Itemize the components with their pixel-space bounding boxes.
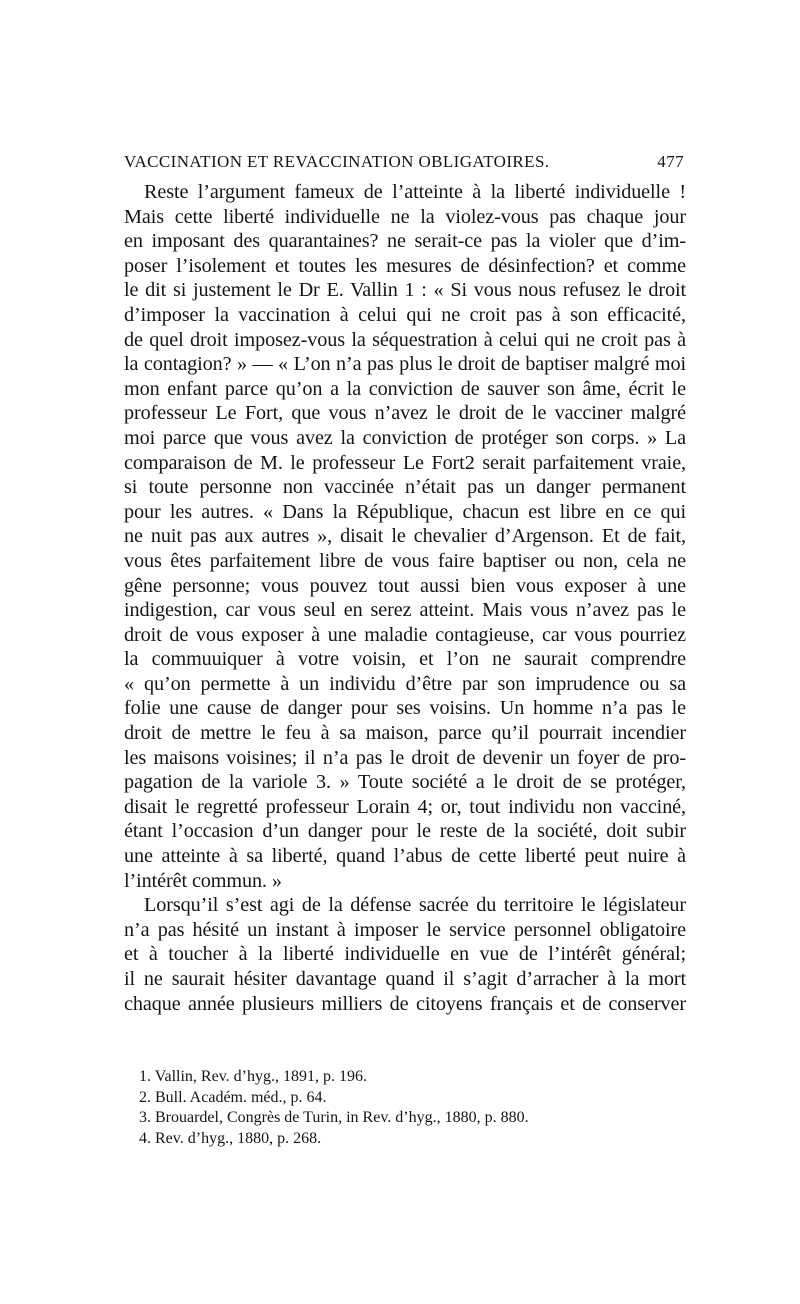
text-line: le dit si justement le Dr E. Vallin 1 : « Si vous nous refusez le droit [124,279,686,302]
footnote: 4. Rev. d’hyg., 1880, p. 268. [139,1129,322,1147]
text-line: si toute personne non vaccinée n’était pas un danger permanent [124,476,686,499]
text-line: de quel droit imposez-vous la séquestration à celui qui ne croit pas à [124,328,686,351]
text-line: moi parce que vous avez la conviction de protéger son corps. » La [124,426,686,449]
footnote: 3. Brouardel, Congrès de Turin, in Rev. d’hyg., 1880, p. 880. [139,1109,529,1126]
text-line: étant l’occasion d’un danger pour le reste de la société, doit subir [124,820,686,843]
text-line: une atteinte à sa liberté, quand l’abus de cette liberté peut nuire à [124,845,686,868]
text-line: et à toucher à la liberté individuelle en vue de l’intérêt général; [124,943,686,966]
text-line: indigestion, car vous seul en serez atteint. Mais vous n’avez pas le [124,599,686,622]
text-line: les maisons voisines; il n’a pas le droit de devenir un foyer de pro- [124,746,686,769]
text-line: comparaison de M. le professeur Le Fort2 serait parfaitement vraie, [124,451,686,474]
text-line: ne nuit pas aux autres », disait le chevalier d’Argenson. Et de fait, [124,525,686,548]
page-number: 477 [657,152,684,171]
footnote: 1. Vallin, Rev. d’hyg., 1891, p. 196. [139,1068,367,1085]
running-head-title: VACCINATION ET REVACCINATION OBLIGATOIRES. [124,152,550,171]
text-line: il ne saurait hésiter davantage quand il s’agit d’arracher à la mort [124,968,686,990]
text-line: gêne personne; vous pouvez tout aussi bien vous exposer à une [124,574,686,597]
text-line: droit de vous exposer à une maladie contagieuse, car vous pourriez [124,623,686,646]
text-line: n’a pas hésité un instant à imposer le service personnel obligatoire [124,918,686,941]
text-line: droit de mettre le feu à sa maison, parce qu’il pourrait incendier [124,722,686,745]
body-text [124,180,686,1016]
text-line: d’imposer la vaccination à celui qui ne croit pas à son efficacité, [124,303,686,326]
text-line: pagation de la variole 3. » Toute société a le droit de se protéger, [124,771,686,794]
text-line: la contagion? » — « L’on n’a pas plus le droit de baptiser malgré moi [124,353,686,376]
text-line: Lorsqu’il s’est agi de la défense sacrée du territoire le législateur [144,894,686,917]
text-line: chaque année plusieurs milliers de citoyens français et de conserver [124,992,686,1015]
text-line: disait le regretté professeur Lorain 4; or, tout individu non vacciné, [124,795,686,818]
text-line: poser l’isolement et toutes les mesures de désinfection? et comme [124,254,686,277]
text-line: « qu’on permette à un individu d’être par son imprudence ou sa [124,672,686,695]
text-line: l’intérêt commun. » [124,869,282,892]
text-line: folie une cause de danger pour ses voisins. Un homme n’a pas le [124,697,686,720]
text-line: Reste l’argument fameux de l’atteinte à la liberté individuelle ! [144,181,686,203]
text-line: mon enfant parce qu’on a la conviction de sauver son âme, écrit le [124,377,686,400]
text-line: la commuuiquer à votre voisin, et l’on ne saurait comprendre [124,648,686,671]
footnote: 2. Bull. Académ. méd., p. 64. [139,1088,327,1106]
text-line: pour les autres. « Dans la République, chacun est libre en ce qui [124,500,686,523]
footnotes [139,1067,659,1149]
text-line: en imposant des quarantaines? ne serait-ce pas la violer que d’im- [124,230,686,253]
running-head [124,152,684,172]
text-line: Mais cette liberté individuelle ne la violez-vous pas chaque jour [124,205,686,228]
text-line: vous êtes parfaitement libre de vous faire baptiser ou non, cela ne [124,549,686,572]
text-line: professeur Le Fort, que vous n’avez le droit de le vacciner malgré [124,402,686,425]
